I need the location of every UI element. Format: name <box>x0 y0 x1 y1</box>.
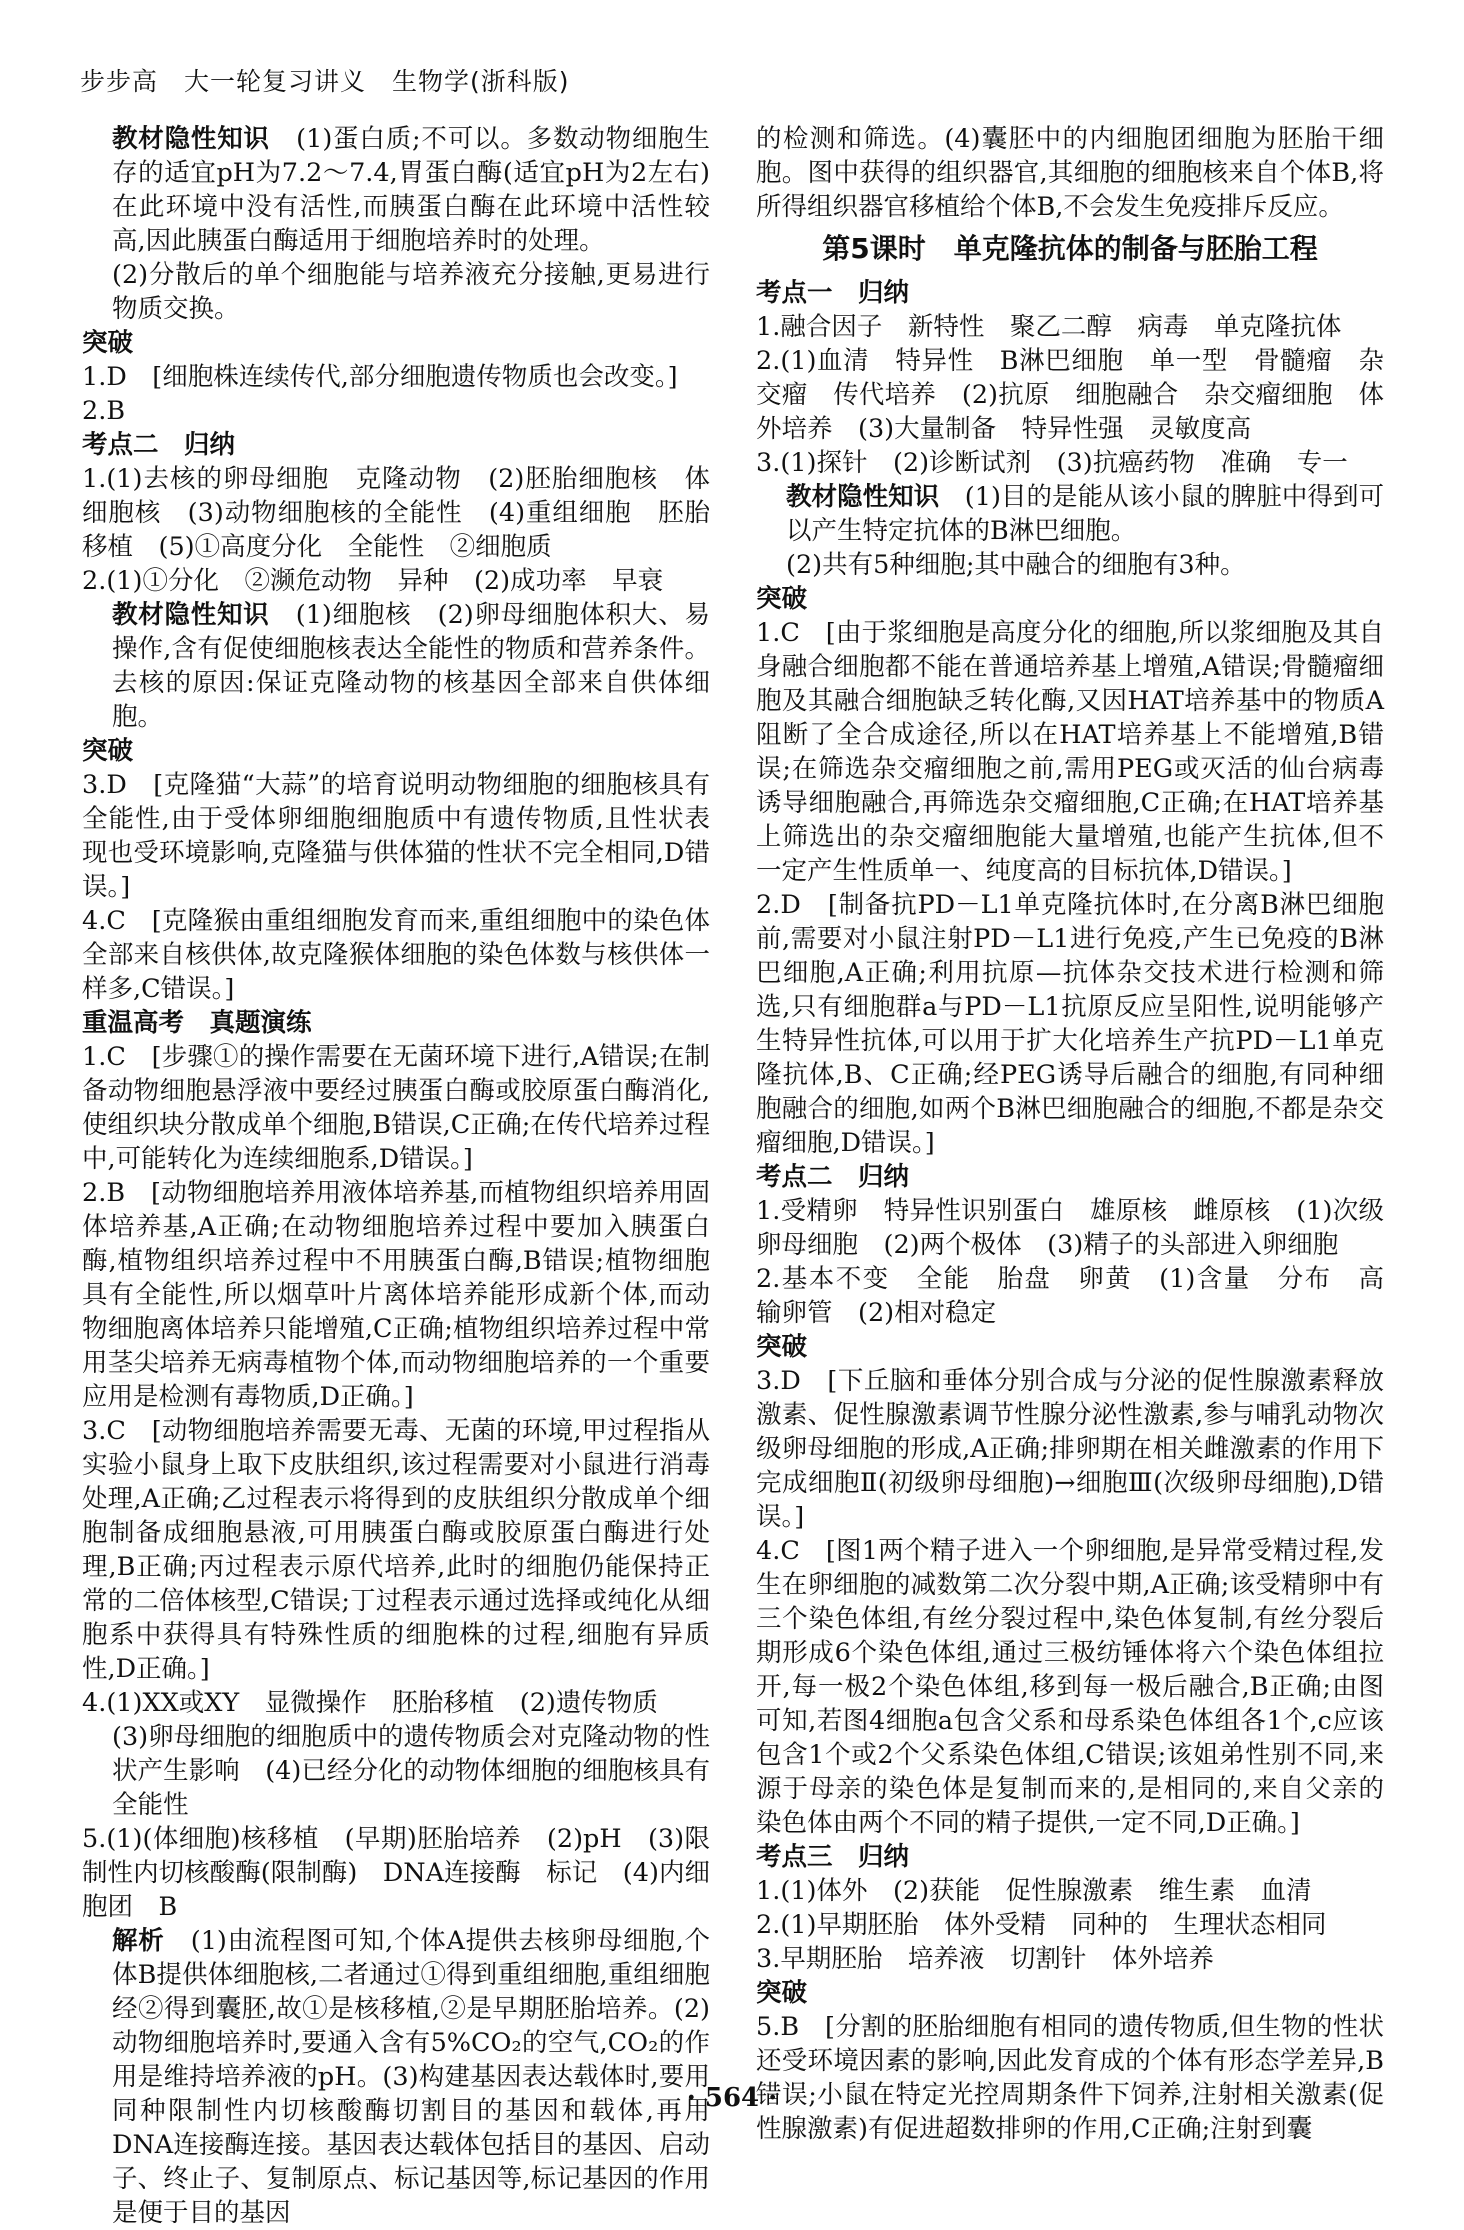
paragraph <box>82 598 710 734</box>
block-text: 1.受精卵 特异性识别蛋白 雄原核 雌原核 (1)次级卵母细胞 (2)两个极体 (3)精子的头部进入卵细胞 <box>756 1196 1384 1260</box>
block-text: 3.(1)探针 (2)诊断试剂 (3)抗癌药物 准确 专一 <box>756 448 1348 478</box>
page-number: · 564 · <box>686 2083 778 2113</box>
block-text: 2.(1)早期胚胎 体外受精 同种的 生理状态相同 <box>756 1910 1327 1940</box>
block-text: 考点二 归纳 <box>756 1162 910 1192</box>
answer-item <box>756 310 1384 344</box>
block-text: (2)分散后的单个细胞能与培养液充分接触,更易进行物质交换。 <box>112 260 710 324</box>
inline-label: 解析 <box>112 1926 165 1956</box>
inline-label: 教材隐性知识 <box>786 482 940 512</box>
block-text: 考点二 归纳 <box>82 430 236 460</box>
block-text: (1)蛋白质;不可以。多数动物细胞生存的适宜pH为7.2～7.4,胃蛋白酶(适宜pH为2左右)在此环境中没有活性,而胰蛋白酶在此环境中活性较高,因此胰蛋白酶适用于细胞培养时的处理。 <box>112 124 710 256</box>
block-text: 1.C [由于浆细胞是高度分化的细胞,所以浆细胞及其自身融合细胞都不能在普通培养基上增殖,A错误;骨髓瘤细胞及其融合细胞缺乏转化酶,又因HAT培养基中的物质A阻断了全合成途径,所以在HAT培养基上不能增殖,B错误;在筛选杂交瘤细胞之前,需用PEG或灭活的仙台病毒诱导细胞融合,再筛选杂交瘤细胞,C正确;在HAT培养基上筛选出的杂交瘤细胞能大量增殖,也能产生抗体,但不一定产生性质单一、纯度高的目标抗体,D错误。] <box>756 618 1384 886</box>
right-column <box>756 122 1410 2146</box>
answer-item <box>756 1874 1384 1908</box>
answer-item <box>82 904 710 1006</box>
block-text: 3.D [下丘脑和垂体分别合成与分泌的促性腺激素释放激素、促性腺激素调节性腺分泌性激素,参与哺乳动物次级卵母细胞的形成,A正确;排卵期在相关雌激素的作用下完成细胞Ⅱ(初级卵母细胞)→细胞Ⅲ(次级卵母细胞),D错误。] <box>756 1366 1384 1532</box>
block-text: 2.基本不变 全能 胎盘 卵黄 (1)含量 分布 高 输卵管 (2)相对稳定 <box>756 1264 1410 1328</box>
paragraph <box>82 1720 710 1822</box>
paragraph <box>756 122 1384 224</box>
block-text: 1.融合因子 新特性 聚乙二醇 病毒 单克隆抗体 <box>756 312 1342 342</box>
answer-item <box>82 394 710 428</box>
block-text: 1.D [细胞株连续传代,部分细胞遗传物质也会改变。] <box>82 362 678 392</box>
block-text: 4.C [克隆猴由重组细胞发育而来,重组细胞中的染色体全部来自核供体,故克隆猴体细胞的染色体数与核供体一样多,C错误。] <box>82 906 710 1004</box>
answer-item <box>82 1040 710 1176</box>
block-text: 1.(1)去核的卵母细胞 克隆动物 (2)胚胎细胞核 体细胞核 (3)动物细胞核的全能性 (4)重组细胞 胚胎移植 (5)①高度分化 全能性 ②细胞质 <box>82 464 710 562</box>
block-text: 2.(1)血清 特异性 B淋巴细胞 单一型 骨髓瘤 杂交瘤 传代培养 (2)抗原 细胞融合 杂交瘤细胞 体外培养 (3)大量制备 特异性强 灵敏度高 <box>756 346 1384 444</box>
answer-item <box>756 1262 1410 1330</box>
section-heading <box>756 1840 1384 1874</box>
paragraph <box>82 122 710 258</box>
answer-item <box>82 768 710 904</box>
answer-item <box>82 1822 710 1924</box>
paragraph <box>82 258 710 326</box>
answer-item <box>756 1908 1384 1942</box>
answer-item <box>82 360 710 394</box>
section-heading <box>82 428 710 462</box>
answer-item <box>82 462 710 564</box>
section-heading <box>82 326 710 360</box>
block-text: (1)目的是能从该小鼠的脾脏中得到可以产生特定抗体的B淋巴细胞。 <box>786 482 1384 546</box>
paragraph <box>82 1924 710 2230</box>
block-text: 3.早期胚胎 培养液 切割针 体外培养 <box>756 1944 1214 1974</box>
answer-item <box>756 344 1384 446</box>
answer-item <box>756 888 1384 1160</box>
block-text: (1)由流程图可知,个体A提供去核卵母细胞,个体B提供体细胞核,二者通过①得到重组细胞,重组细胞经②得到囊胚,故①是核移植,②是早期胚胎培养。(2)动物细胞培养时,要通入含有5%CO₂的空气,CO₂的作用是维持培养液的pH。(3)构建基因表达载体时,要用同种限制性内切核酸酶切割目的基因和载体,再用DNA连接酶连接。基因表达载体包括目的基因、启动子、终止子、复制原点、标记基因等,标记基因的作用是便于目的基因 <box>112 1926 710 2228</box>
block-text: 2.(1)①分化 ②濒危动物 异种 (2)成功率 早衰 <box>82 566 664 596</box>
block-text: 突破 <box>756 1332 808 1362</box>
block-text: 4.C [图1两个精子进入一个卵细胞,是异常受精过程,发生在卵细胞的减数第二次分裂中期,A正确;该受精卵中有三个染色体组,有丝分裂过程中,染色体复制,有丝分裂后期形成6个染色体组,通过三极纺锤体将六个染色体组拉开,每一极2个染色体组,移到每一极后融合,B正确;由图可知,若图4细胞a包含父系和母系染色体组各1个,c应该包含1个或2个父系染色体组,C错误;该姐弟性别不同,来源于母亲的染色体是复制而来的,是相同的,来自父亲的染色体由两个不同的精子提供,一定不同,D正确。] <box>756 1536 1384 1838</box>
left-column <box>82 122 710 2230</box>
block-text: 突破 <box>756 1978 808 2008</box>
section-heading <box>756 1160 1384 1194</box>
block-text: 1.C [步骤①的操作需要在无菌环境下进行,A错误;在制备动物细胞悬浮液中要经过胰蛋白酶或胶原蛋白酶消化,使组织块分散成单个细胞,B错误,C正确;在传代培养过程中,可能转化为连续细胞系,D错误。] <box>82 1042 710 1174</box>
section-heading <box>756 276 1384 310</box>
block-text: 2.D [制备抗PD－L1单克隆抗体时,在分离B淋巴细胞前,需要对小鼠注射PD－L1进行免疫,产生已免疫的B淋巴细胞,A正确;利用抗原—抗体杂交技术进行检测和筛选,只有细胞群a与PD－L1抗原反应呈阳性,说明能够产生特异性抗体,可以用于扩大化培养生产抗PD－L1单克隆抗体,B、C正确;经PEG诱导后融合的细胞,有同种细胞融合的细胞,如两个B淋巴细胞融合的细胞,不都是杂交瘤细胞,D错误。] <box>756 890 1384 1158</box>
block-text: 2.B <box>82 396 126 426</box>
section-heading <box>756 582 1384 616</box>
block-text: 突破 <box>82 736 134 766</box>
running-header: 步步高 大一轮复习讲义 生物学(浙科版) <box>80 67 570 96</box>
paragraph <box>756 480 1384 548</box>
section-heading <box>756 1976 1384 2010</box>
answer-item <box>756 1534 1384 1840</box>
answer-item <box>82 564 710 598</box>
answer-item <box>756 616 1384 888</box>
block-text: 3.C [动物细胞培养需要无毒、无菌的环境,甲过程指从实验小鼠身上取下皮肤组织,该过程需要对小鼠进行消毒处理,A正确;乙过程表示将得到的皮肤组织分散成单个细胞制备成细胞悬液,可用胰蛋白酶或胶原蛋白酶进行处理,B正确;丙过程表示原代培养,此时的细胞仍能保持正常的二倍体核型,C错误;丁过程表示通过选择或纯化从细胞系中获得具有特殊性质的细胞株的过程,细胞有异质性,D正确。] <box>82 1416 710 1684</box>
block-text: 4.(1)XX或XY 显微操作 胚胎移植 (2)遗传物质 <box>82 1688 658 1718</box>
inline-label: 教材隐性知识 <box>112 600 270 630</box>
answer-item <box>756 1364 1384 1534</box>
block-text: 突破 <box>82 328 134 358</box>
block-text: 的检测和筛选。(4)囊胚中的内细胞团细胞为胚胎干细胞。图中获得的组织器官,其细胞的细胞核来自个体B,将所得组织器官移植给个体B,不会发生免疫排斥反应。 <box>756 124 1384 222</box>
answer-item <box>756 446 1384 480</box>
block-text: 重温高考 真题演练 <box>82 1008 312 1038</box>
paragraph <box>756 548 1384 582</box>
answer-item <box>82 1414 710 1686</box>
answer-item <box>756 1194 1384 1262</box>
answer-item <box>82 1176 710 1414</box>
block-text: 考点三 归纳 <box>756 1842 910 1872</box>
answer-item <box>756 1942 1384 1976</box>
block-text: 5.B [分割的胚胎细胞有相同的遗传物质,但生物的性状还受环境因素的影响,因此发育成的个体有形态学差异,B错误;小鼠在特定光控周期条件下饲养,注射相关激素(促性腺激素)有促进超数排卵的作用,C正确;注射到囊 <box>756 2012 1384 2144</box>
answer-item <box>82 1686 710 1720</box>
block-text: 突破 <box>756 584 808 614</box>
section-heading <box>82 1006 710 1040</box>
section-heading <box>756 1330 1384 1364</box>
block-text: 1.(1)体外 (2)获能 促性腺激素 维生素 血清 <box>756 1876 1312 1906</box>
block-text: (3)卵母细胞的细胞质中的遗传物质会对克隆动物的性状产生影响 (4)已经分化的动物体细胞的细胞核具有全能性 <box>112 1722 710 1820</box>
block-text: 3.D [克隆猫“大蒜”的培育说明动物细胞的细胞核具有全能性,由于受体卵细胞细胞质中有遗传物质,且性状表现也受环境影响,克隆猫与供体猫的性状不完全相同,D错误。] <box>82 770 710 902</box>
answer-item <box>756 2010 1384 2146</box>
block-text: 考点一 归纳 <box>756 278 910 308</box>
block-text: 第5课时 单克隆抗体的制备与胚胎工程 <box>822 232 1318 265</box>
lesson-title <box>756 228 1384 270</box>
block-text: (2)共有5种细胞;其中融合的细胞有3种。 <box>786 550 1246 580</box>
section-heading <box>82 734 710 768</box>
inline-label: 教材隐性知识 <box>112 124 270 154</box>
block-text: (1)细胞核 (2)卵母细胞体积大、易操作,含有促使细胞核表达全能性的物质和营养条件。去核的原因:保证克隆动物的核基因全部来自供体细胞。 <box>112 600 710 732</box>
block-text: 5.(1)(体细胞)核移植 (早期)胚胎培养 (2)pH (3)限制性内切核酸酶(限制酶) DNA连接酶 标记 (4)内细胞团 B <box>82 1824 710 1922</box>
block-text: 2.B [动物细胞培养用液体培养基,而植物组织培养用固体培养基,A正确;在动物细胞培养过程中要加入胰蛋白酶,植物组织培养过程中不用胰蛋白酶,B错误;植物细胞具有全能性,所以烟草叶片离体培养能形成新个体,而动物细胞离体培养只能增殖,C正确;植物组织培养过程中常用茎尖培养无病毒植物个体,而动物细胞培养的一个重要应用是检测有毒物质,D正确。] <box>82 1178 710 1412</box>
